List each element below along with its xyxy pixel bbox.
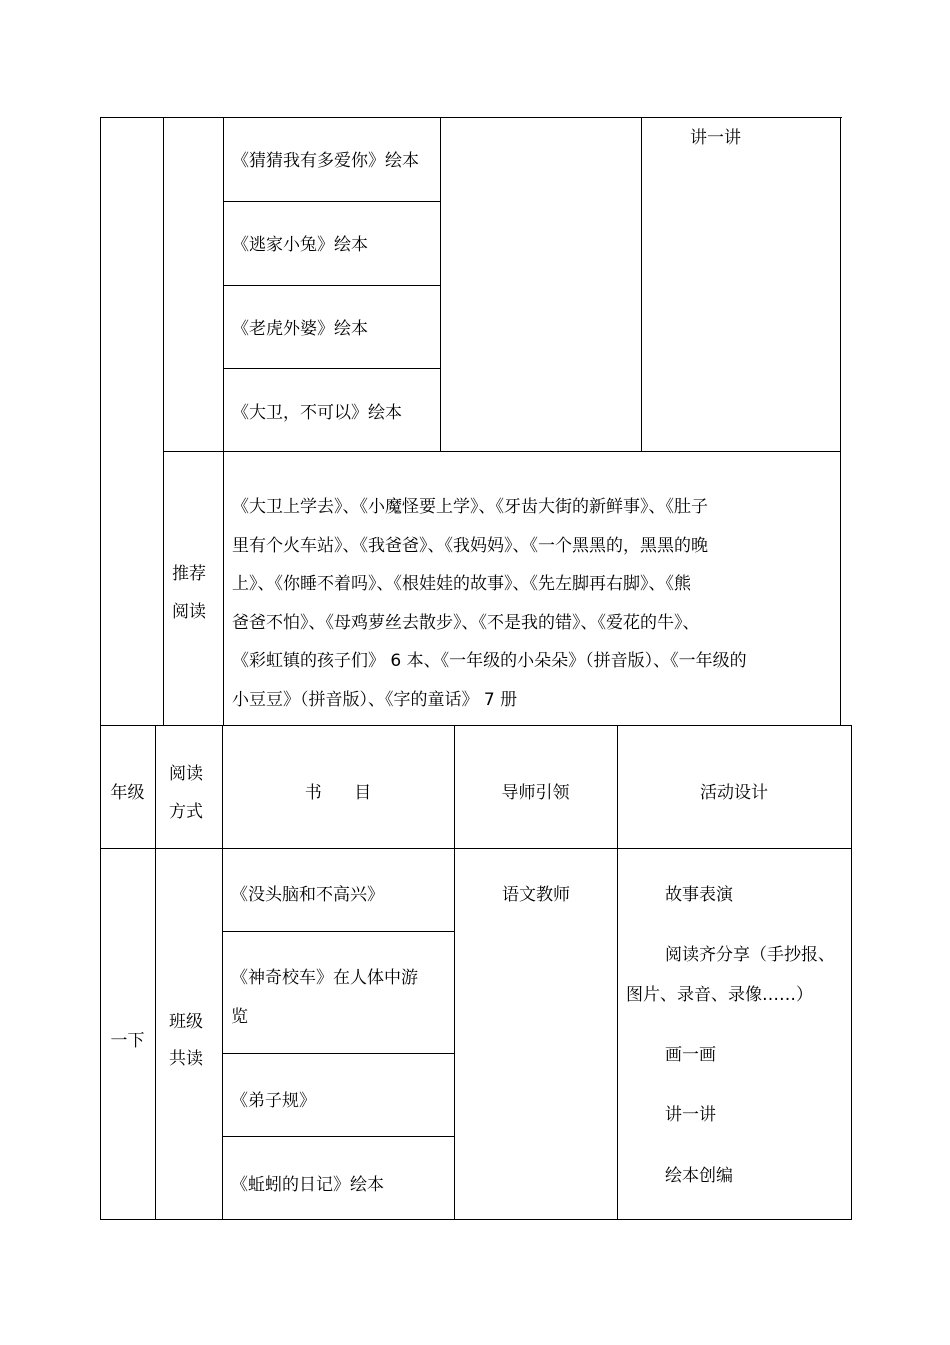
table-border xyxy=(163,117,164,725)
mode-cell: 共读 xyxy=(169,1049,203,1069)
recommend-line: 《大卫上学去》、《小魔怪要上学》、《牙齿大街的新鲜事》、《肚子 xyxy=(232,497,708,517)
book-title: 《神奇校车》在人体中游 xyxy=(231,968,418,988)
table-border xyxy=(222,931,455,932)
activity-item: 绘本创编 xyxy=(665,1166,733,1186)
book-title: 《弟子规》 xyxy=(231,1091,316,1111)
recommend-line: 里有个火车站》、《我爸爸》、《我妈妈》、《一个黑黑的，黑黑的晚 xyxy=(232,535,708,556)
mode-cell: 班级 xyxy=(169,1012,203,1032)
book-title: 《蚯蚓的日记》绘本 xyxy=(231,1175,384,1195)
activity-item: 图片、录音、录像……） xyxy=(626,985,813,1005)
table-border xyxy=(223,368,441,369)
table-border xyxy=(100,117,101,725)
recommend-line: 小豆豆》（拼音版）、《字的童话》 7 册 xyxy=(232,689,518,710)
activity-item: 阅读齐分享（手抄报、 xyxy=(665,945,835,965)
table-border xyxy=(222,1136,455,1137)
header-mentor: 导师引领 xyxy=(501,783,570,803)
activity-item: 讲一讲 xyxy=(690,128,741,148)
book-title: 《猜猜我有多爱你》绘本 xyxy=(232,151,419,171)
table-border xyxy=(100,117,842,118)
table-border xyxy=(641,117,642,451)
header-mode: 阅读 xyxy=(169,764,203,784)
grade-cell: 一下 xyxy=(110,1031,145,1051)
mentor-cell: 语文教师 xyxy=(502,885,570,905)
table-border xyxy=(440,117,441,451)
table-border xyxy=(223,285,441,286)
table-border xyxy=(840,117,841,725)
recommend-line: 上》、《你睡不着吗》、《根娃娃的故事》、《先左脚再右脚》、《熊 xyxy=(232,574,691,594)
recommend-book-list xyxy=(232,488,802,719)
recommend-line: 爸爸不怕》、《母鸡萝丝去散步》、《不是我的错》、《爱花的牛》、 xyxy=(232,612,700,633)
activity-item: 画一画 xyxy=(665,1045,716,1065)
book-title: 《老虎外婆》绘本 xyxy=(232,319,368,339)
activity-item: 讲一讲 xyxy=(665,1105,716,1125)
table-border xyxy=(100,1219,852,1220)
header-grade: 年级 xyxy=(110,783,145,803)
recommend-label: 阅读 xyxy=(172,602,206,622)
book-title: 《没头脑和不高兴》 xyxy=(231,885,384,905)
book-title: 《大卫，不可以》绘本 xyxy=(232,403,402,423)
recommend-line: 《彩虹镇的孩子们》 6 本、《一年级的小朵朵》（拼音版）、《一年级的 xyxy=(232,651,747,671)
table-border xyxy=(222,1053,455,1054)
table-border xyxy=(851,725,852,1220)
table-border xyxy=(223,117,224,725)
table-border xyxy=(100,848,852,849)
book-title: 《逃家小兔》绘本 xyxy=(232,235,368,255)
book-title: 览 xyxy=(231,1007,248,1027)
table-border xyxy=(223,201,441,202)
table-border xyxy=(100,725,852,726)
header-mode: 方式 xyxy=(169,802,203,822)
activity-item: 故事表演 xyxy=(665,885,733,905)
recommend-label: 推荐 xyxy=(172,564,206,584)
header-activity: 活动设计 xyxy=(700,783,768,803)
table-border xyxy=(163,451,841,452)
table-border xyxy=(155,725,156,1220)
header-books: 书 目 xyxy=(304,783,372,803)
